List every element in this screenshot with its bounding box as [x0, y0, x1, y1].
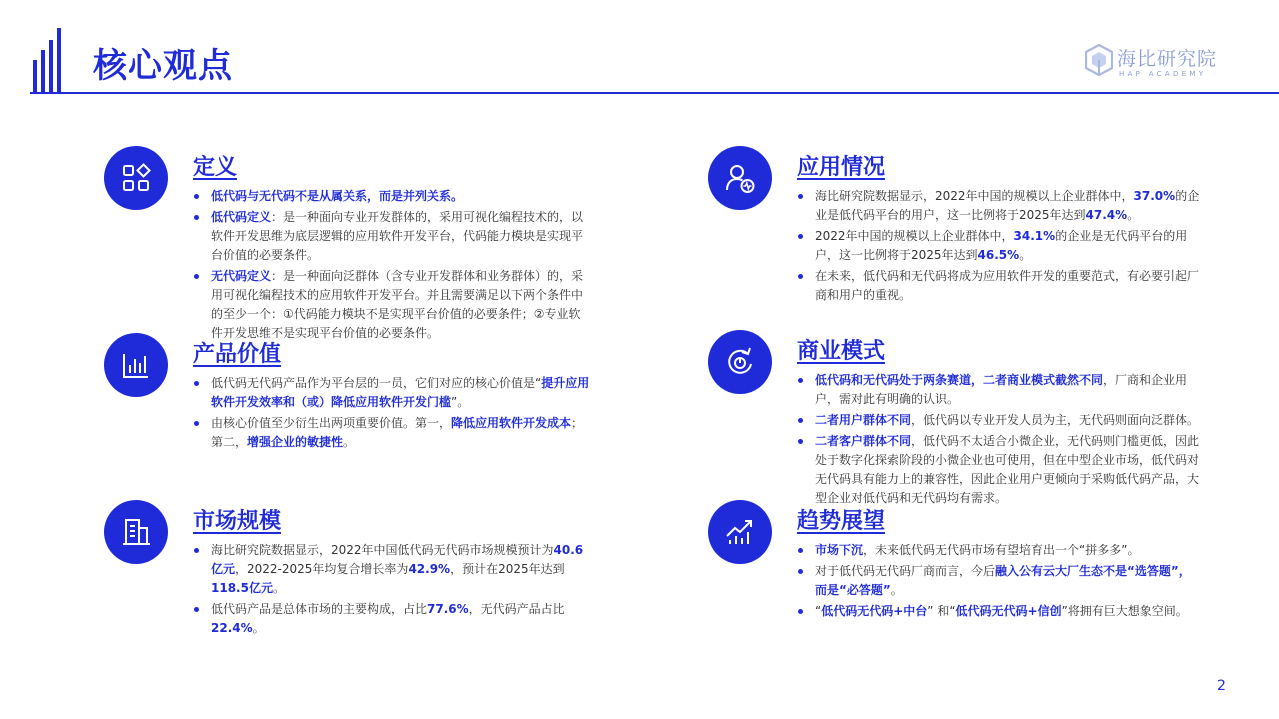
body-text: 低代码无代码产品作为平台层的一员，它们对应的核心价值是“ [211, 376, 542, 390]
highlight-text: 增强企业的敏捷性 [247, 435, 344, 449]
body-text: 。 [272, 581, 285, 595]
title-divider [30, 92, 1279, 94]
bullet-item [796, 187, 1200, 225]
body-text: ：是一种面向泛群体（含专业开发群体和业务群体）的，采用可视化编程技术的应用软件开发平台。并且需要满足以下两个条件中的至少一个：①代码能力模块不是实现平台价值的必要条件；②专业软件开发思维不是实现平台价值的必要条件。 [211, 269, 584, 340]
definition-title: 定义 [193, 155, 238, 180]
logo [1085, 42, 1235, 82]
bullet-item [192, 414, 592, 452]
highlight-text: 二者用户群体不同 [815, 413, 912, 427]
bold-text: 低代码与无代码不是从属关系，而是并列关系。 [211, 189, 464, 203]
highlight-text: 118.5亿元 [211, 581, 273, 595]
body-text: ：是一种面向专业开发群体的，采用可视化编程技术的，以软件开发思维为底层逻辑的应用软件开发平台，代码能力模块是实现平台价值的必要条件。 [211, 210, 584, 262]
application-icon-circle [708, 146, 772, 210]
highlight-text: 77.6% [427, 602, 469, 616]
definition-icon-circle [104, 146, 168, 210]
body-text: ，未来低代码无代码市场有望培育出一个“拼多多”。 [863, 543, 1140, 557]
body-text: “ [815, 604, 822, 618]
definition-bullets [192, 187, 592, 345]
cycle-arrow-icon [724, 346, 756, 378]
body-text: ”将拥有巨大想象空间。 [1061, 604, 1188, 618]
bullet-item [192, 187, 592, 206]
bullet-item [796, 562, 1200, 600]
body-text: 海比研究院数据显示，2022年中国的规模以上企业群体中， [815, 189, 1134, 203]
logo-subtitle: HAP ACADEMY [1119, 70, 1207, 78]
highlight-text: 融入公有云大厂生态不是“选答题”，而是“必答题” [815, 564, 1191, 597]
highlight-text: 提升应用软件开发效率和（或）降低应用软件开发门槛 [211, 376, 590, 409]
body-text: 2022年中国的规模以上企业群体中， [815, 229, 1014, 243]
bullet-item [192, 600, 592, 638]
highlight-text: 低代码定义 [211, 210, 272, 224]
bullet-item [796, 227, 1200, 265]
bullet-item [192, 541, 592, 598]
page-number: 2 [1217, 678, 1226, 694]
highlight-text: 42.9% [408, 562, 451, 576]
trend-chart-icon [724, 516, 756, 548]
highlight-text: 降低应用软件开发成本 [451, 416, 572, 430]
application-title: 应用情况 [797, 155, 886, 180]
body-text: ” 和“ [927, 604, 956, 618]
bullet-item [796, 411, 1200, 430]
application-bullets [796, 187, 1200, 307]
bullet-item [796, 371, 1200, 409]
body-text: ；第二， [211, 416, 584, 449]
business-model-title: 商业模式 [797, 339, 886, 364]
title-accent-bars [33, 28, 63, 94]
highlight-text: 22.4% [211, 621, 253, 635]
highlight-text: 低代码无代码+信创 [955, 604, 1062, 618]
user-activity-icon [724, 162, 756, 194]
highlight-text: 无代码定义 [211, 269, 272, 283]
body-text: ，2022-2025年均复合增长率为 [235, 562, 409, 576]
body-text: 。 [252, 621, 265, 635]
market-size-title: 市场规模 [193, 509, 282, 534]
body-text: ”。 [451, 395, 470, 409]
body-text: ，低代码不太适合小微企业，无代码则门槛更低，因此处于数字化探索阶段的小微企业也可使用，但在中型企业市场，低代码对无代码具有能力上的兼容性，因此企业用户更倾向于采购低代码产品，大型企业对低代码和无代码均有需求。 [815, 434, 1200, 505]
bullet-item [192, 208, 592, 265]
body-text: 低代码产品是总体市场的主要构成，占比 [211, 602, 428, 616]
highlight-text: 低代码和无代码处于两条赛道，二者商业模式截然不同 [815, 373, 1104, 387]
grid-diamond-icon [120, 162, 152, 194]
highlight-text: 47.4% [1085, 208, 1128, 222]
body-text: ，厂商和企业用户，需对此有明确的认识。 [815, 373, 1188, 406]
building-icon [120, 516, 152, 548]
product-value-title: 产品价值 [193, 342, 282, 367]
bullet-item [796, 602, 1200, 621]
body-text: 。 [1019, 248, 1032, 262]
product-value-bullets [192, 374, 592, 454]
body-text: ，预计在2025年达到 [450, 562, 565, 576]
body-text: 。 [1127, 208, 1140, 222]
bullet-item [796, 541, 1200, 560]
body-text: 。 [890, 583, 903, 597]
logo-name: 海比研究院 [1117, 48, 1218, 70]
highlight-text: 34.1% [1013, 229, 1056, 243]
body-text: 。 [343, 435, 356, 449]
body-text: ，低代码以专业开发人员为主，无代码则面向泛群体。 [911, 413, 1200, 427]
bar-chart-icon [120, 349, 152, 381]
market-size-icon-circle [104, 500, 168, 564]
highlight-text: 市场下沉 [815, 543, 864, 557]
highlight-text: 37.0% [1133, 189, 1176, 203]
trend-title: 趋势展望 [797, 509, 886, 534]
product-value-icon-circle [104, 333, 168, 397]
bullet-item [796, 267, 1200, 305]
bullet-item [796, 432, 1200, 508]
business-model-bullets [796, 371, 1200, 510]
highlight-text: 低代码无代码+中台 [821, 604, 928, 618]
bullet-item [192, 374, 592, 412]
highlight-text: 46.5% [977, 248, 1020, 262]
body-text: 海比研究院数据显示，2022年中国低代码无代码市场规模预计为 [211, 543, 554, 557]
body-text: 的企业是无代码平台的用户，这一比例将于2025年达到 [815, 229, 1188, 262]
body-text: 由核心价值至少衍生出两项重要价值。第一， [211, 416, 452, 430]
highlight-text: 40.6亿元 [211, 543, 584, 576]
body-text: ，无代码产品占比 [468, 602, 565, 616]
highlight-text: 二者客户群体不同 [815, 434, 912, 448]
trend-icon-circle [708, 500, 772, 564]
page-title: 核心观点 [93, 46, 233, 86]
market-size-bullets [192, 541, 592, 640]
bullet-item [192, 267, 592, 343]
body-text: 的企业是低代码平台的用户，这一比例将于2025年达到 [815, 189, 1200, 222]
body-text: 在未来，低代码和无代码将成为应用软件开发的重要范式，有必要引起厂商和用户的重视。 [815, 269, 1200, 302]
logo-cube-icon [1085, 44, 1113, 76]
trend-bullets [796, 541, 1200, 623]
business-model-icon-circle [708, 330, 772, 394]
body-text: 对于低代码无代码厂商而言，今后 [815, 564, 996, 578]
